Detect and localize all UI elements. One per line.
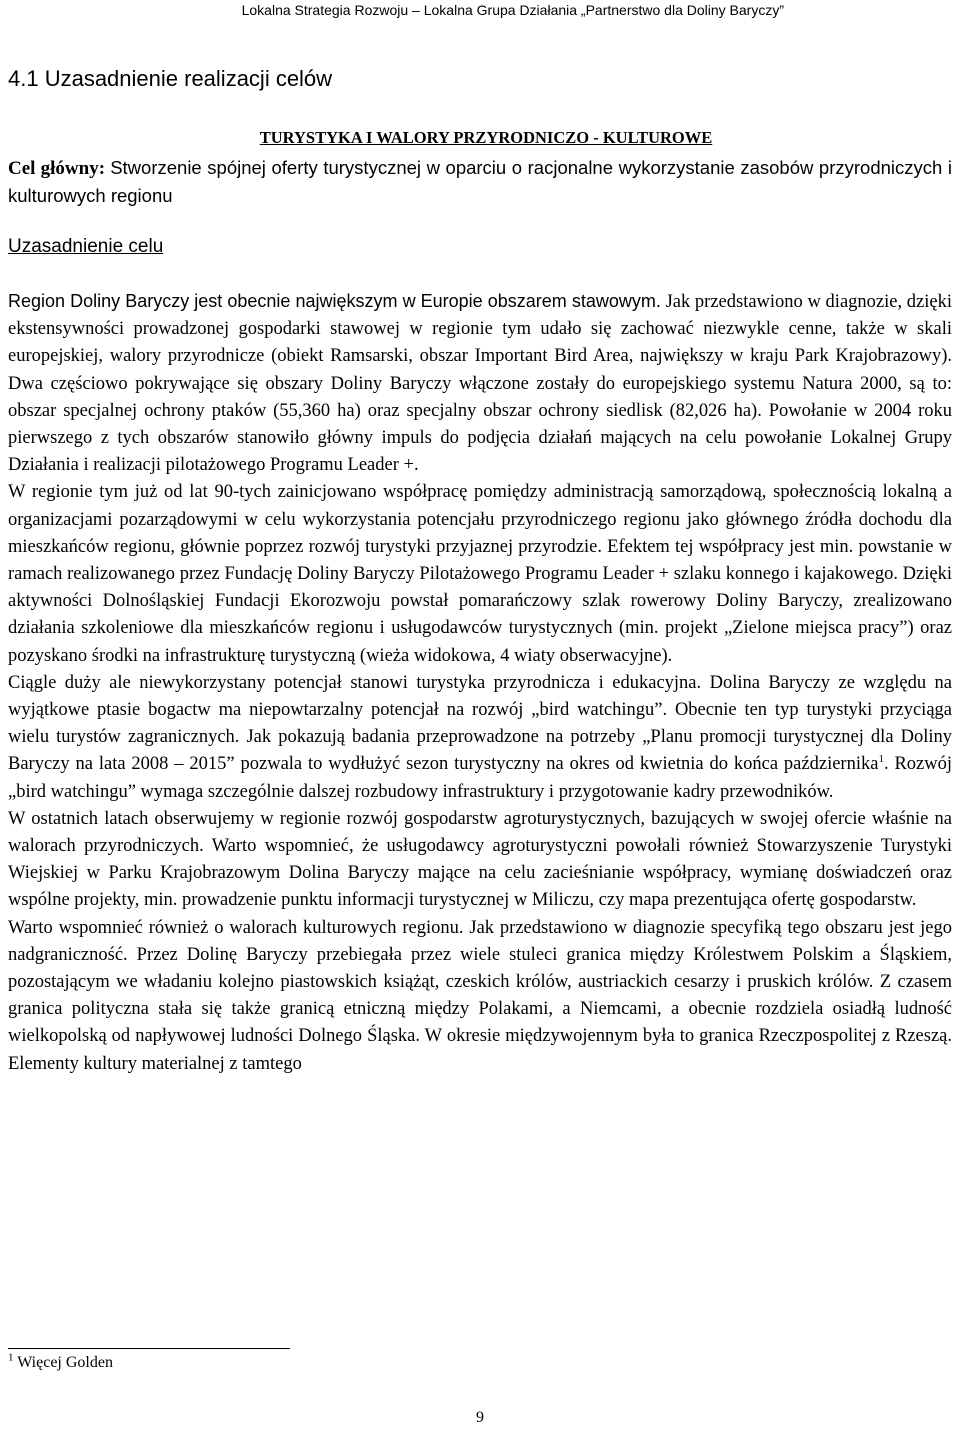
paragraph-1-rest: Jak przedstawiono w diagnozie, dzięki ekstensywności prowadzonej gospodarki stawowej w regionie tym udało się zachować niezwykle cenne, także w skali europejskiej, walory przyrodnicze (obiekt Ramsarski, obszar Important Bird Area, największy w kraju Park Krajobrazowy). Dwa częściowo pokrywające się obszary Doliny Baryczy włączone zostały do europejskiego systemu Natura 2000, są to: obszar specjalnej ochrony ptaków (55,360 ha) oraz specjalny obszar ochrony siedlisk (82,026 ha). Powołanie w 2004 roku pierwszego z tych obszarów stanowiło główny impuls do podjęcia działań mających na celu powołanie Lokalnej Grupy Działania i realizacji pilotażowego Programu Leader +.	[8, 292, 952, 476]
justification-body	[8, 288, 952, 1078]
paragraph-3	[8, 670, 952, 806]
goal-text: Stworzenie spójnej oferty turystycznej w oparciu o racjonalne wykorzystanie zasobów przyrodniczych i kulturowych regionu	[8, 157, 952, 206]
justification-subheading: Uzasadnienie celu	[8, 236, 164, 257]
paragraph-5: Warto wspomnieć również o walorach kulturowych regionu. Jak przedstawiono w diagnozie specyfiką tego obszaru jest jego nadgraniczność. Przez Dolinę Baryczy przebiegała przez wiele stuleci granica między Królestwem Polskim a Śląskiem, pozostającym we władaniu kolejno piastowskich książąt, czeskich królów, austriackich cesarzy i pruskich królów. Z czasem granica polityczna stała się także granicą etniczną między Polakami, a Niemcami, a obecnie rozdziela osiadłą ludność wielkopolską od napływowej ludności Dolnego Śląska. W okresie międzywojennym była to granica Rzeczpospolitej z Rzeszą. Elementy kultury materialnej z tamtego	[8, 917, 952, 1074]
running-header: Lokalna Strategia Rozwoju – Lokalna Grupa Działania „Partnerstwo dla Doliny Baryczy”	[241, 2, 784, 18]
paragraph-3-text: Ciągle duży ale niewykorzystany potencjał stanowi turystyka przyrodnicza i edukacyjna. Dolina Baryczy ze względu na wyjątkowe ptasie bogactw ma niepowtarzalny potencjał na rozwój „bird watchingu”. Obecnie ten typ turystyki przyciąga wielu turystów zagranicznych. Jak pokazują badania przeprowadzone na potrzeby „Planu promocji turystycznej dla Doliny Baryczy na lata 2008 – 2015” pozwala to wydłużyć sezon turystyczny na okres od kwietnia do końca października	[8, 672, 952, 775]
goal-label: Cel główny:	[8, 158, 106, 179]
theme-heading: TURYSTYKA I WALORY PRZYRODNICZO - KULTUROWE	[259, 128, 713, 147]
section-title: 4.1 Uzasadnienie realizacji celów	[8, 66, 333, 91]
paragraph-4: W ostatnich latach obserwujemy w regionie rozwój gospodarstw agroturystycznych, bazujących w swojej ofercie właśnie na walorach przyrodniczych. Warto wspomnieć, że usługodawcy agroturystyczni powołali również Stowarzyszenie Turystyki Wiejskiej w Parku Krajobrazowym Dolina Baryczy mające na celu zacieśnianie współpracy, wymianę doświadczeń oraz wspólne projekty, min. prowadzenie punktu informacji turystycznej w Miliczu, czy mapa prezentująca ofertę gospodarstw.	[8, 808, 952, 911]
paragraph-1-lead: Region Doliny Baryczy jest obecnie największym w Europie obszarem stawowym.	[8, 291, 661, 311]
main-goal	[8, 154, 952, 210]
page-number: 9	[476, 1409, 484, 1426]
paragraph-3-text-end: . Rozwój „bird watchingu” wymaga szczególnie dalszej rozbudowy infrastruktury i przygotowanie kadry przewodników.	[8, 754, 952, 802]
paragraph-2: W regionie tym już od lat 90-tych zainicjowano współpracę pomiędzy administracją samorządową, społecznością lokalną a organizacjami pozarządowymi w celu wykorzystania potencjału przyrodniczego regionu jako głównego źródła dochodu dla mieszkańców regionu, głównie poprzez rozwój turystyki przyjaznej przyrodzie. Efektem tej współpracy jest min. powstanie w ramach realizowanego przez Fundację Doliny Baryczy Pilotażowego Programu Leader + szlaku konnego i kajakowego. Dzięki aktywności Dolnośląskiej Fundacji Ekorozwoju powstał pomarańczowy szlak rowerowy Doliny Baryczy, zrealizowano działania szkoleniowe dla mieszkańców regionu i usługodawców turystycznych (min. projekt „Zielone miejsca pracy”) oraz pozyskano środki na infrastrukturę turystyczną (wieża widokowa, 4 wiaty obserwacyjne).	[8, 482, 952, 666]
paragraph-1	[8, 288, 952, 479]
footnote-reference[interactable]: 1	[878, 753, 884, 766]
footnote-separator	[8, 1348, 290, 1349]
footnote	[8, 1351, 113, 1372]
footnote-marker: 1	[8, 1351, 14, 1364]
footnote-text: Więcej Golden	[13, 1354, 113, 1371]
